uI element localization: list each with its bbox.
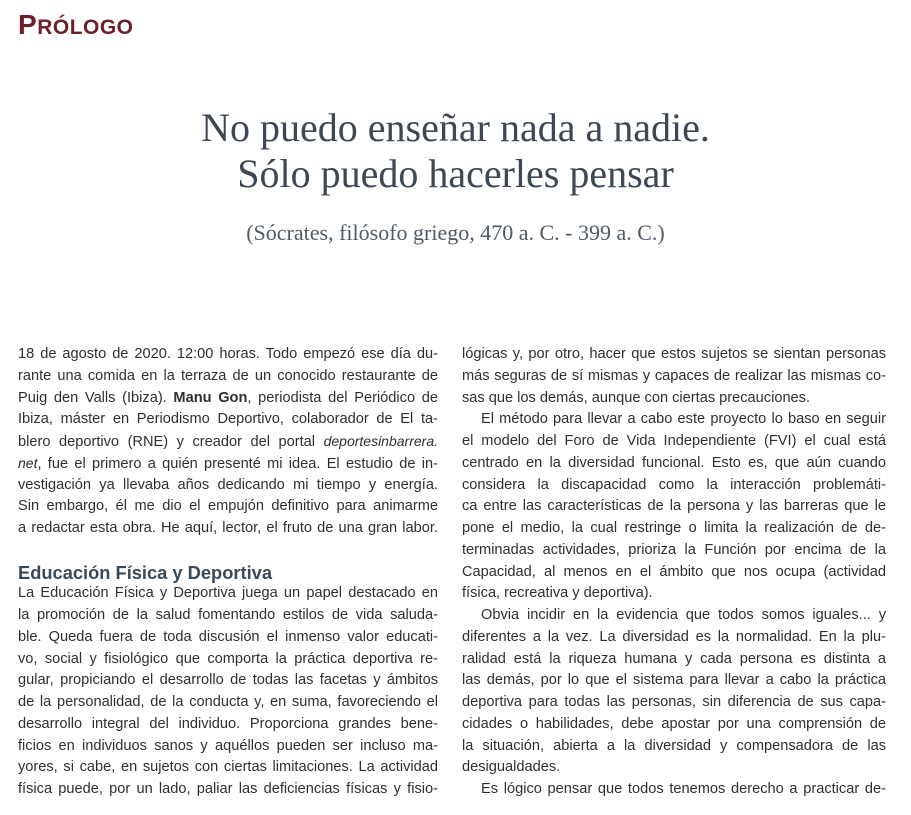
epigraph-quote [0, 105, 911, 197]
author-name: Manu Gon [173, 389, 248, 406]
left-column [18, 344, 438, 801]
text-line: cidades o habilidades, debe apostar por una comprensión de [462, 715, 886, 732]
website-name: net [18, 454, 38, 471]
quote-attribution: (Sócrates, filósofo griego, 470 a. C. - 399 a. C.) [246, 220, 665, 245]
closing-paragraph [462, 779, 886, 801]
text-line: pone el medio, la cual restringe o limita la realización de de- [462, 520, 886, 536]
text-segment: , fue el primero a quién presenté mi idea. El estudio de in- [37, 455, 438, 472]
text-line: La Educación Física y Deportiva juega un papel destacado en [18, 585, 438, 602]
text-line: yores, si cabe, en sujetos con ciertas limitaciones. La actividad [18, 759, 438, 776]
text-segment: blero deportivo (RNE) y creador del portal [18, 434, 324, 450]
text-line: Es lógico pensar que todos tenemos derecho a practicar de- [481, 781, 886, 797]
text-line: ca entre las características de la persona y las barreras que le [462, 498, 886, 515]
text-line: de la personalidad, de la conducta y, en suma, favoreciendo el [18, 694, 438, 710]
text-line: física, recreativa y deportiva). [462, 585, 653, 602]
text-line: desarrollo integral del individuo. Proporciona grandes bene- [18, 715, 438, 732]
text-line: ble. Queda fuera de toda discusión el inmenso valor educati- [18, 628, 438, 645]
text-line: diferentes a la vez. La diversidad es la normalidad. En la plu- [462, 628, 886, 645]
method-paragraph [462, 409, 886, 605]
text-line: Sin embargo, él me dio el empujón definitivo para animarme [18, 498, 438, 515]
text-line: ralidad está la riqueza humana y cada persona es distinta a [462, 650, 886, 667]
text-line: la promoción de la salud fomentando estilos de vida saluda- [18, 607, 438, 623]
text-line: sas que los demás, aunque con ciertas precauciones. [462, 389, 811, 406]
text-line: vo, social y fisiológico que comporta la práctica deportiva re- [18, 650, 438, 667]
right-column [462, 344, 886, 801]
text-line: el modelo del Foro de Vida Independiente (FVI) el cual está [462, 433, 886, 449]
text-line: centrado en la diversidad funcional. Esto es, que aún cuando [462, 454, 886, 471]
text-line [18, 388, 438, 410]
text-segment: , periodista del Periódico de [247, 389, 438, 406]
text-line: física puede, por un lado, paliar las deficiencias físicas y fisio- [18, 781, 438, 797]
section-paragraph [18, 583, 438, 801]
text-line: Obvia incidir en la evidencia que todos somos iguales... y [481, 607, 886, 623]
text-line: Ibiza, máster en Periodismo Deportivo, colaborador de El ta- [18, 411, 438, 428]
text-line: gular, propiciando el desarrollo de todas las facetas y ámbitos [18, 672, 438, 689]
text-line: lógicas y, por otro, hacer que estos sujetos se sientan personas [462, 346, 886, 362]
text-line: deportiva para todas las personas, sin diferencia de sus capa- [462, 694, 886, 710]
diversity-paragraph [462, 605, 886, 779]
text-line [18, 431, 438, 453]
text-line: Capacidad, al menos en el ámbito que nos ocupa (actividad [462, 563, 886, 580]
quote-line: No puedo enseñar nada a nadie. [201, 105, 710, 150]
text-line: vestigación ya llevaba años dedicando mi tiempo y energía. [18, 476, 438, 493]
text-line: desigualdades. [462, 759, 561, 776]
text-line [18, 453, 438, 475]
text-line: terminadas actividades, prioriza la Función por encima de la [462, 541, 886, 558]
text-line: a redactar esta obra. He aquí, lector, el fruto de una gran labor. [18, 520, 438, 536]
text-line: El método para llevar a cabo este proyecto lo baso en seguir [481, 411, 886, 428]
text-line: la situación, abierta a la diversidad y compensadora de las [462, 737, 886, 754]
text-line: considera la discapacidad como la interacción problemáti- [462, 476, 886, 493]
continued-paragraph [462, 344, 886, 409]
text-line: rante una comida en la terraza de un conocido restaurante de [18, 367, 438, 384]
website-name: deportesinbarrera. [323, 433, 438, 449]
text-line: más seguras de sí mismas y capaces de realizar las mismas co- [462, 367, 886, 384]
text-segment: Puig den Valls (Ibiza). [18, 389, 174, 406]
text-line: ficios en individuos sanos y aquéllos pueden ser incluso ma- [18, 737, 438, 754]
text-line: las demás, por lo que el sistema para llevar a cabo la práctica [462, 672, 886, 689]
text-line: 18 de agosto de 2020. 12:00 horas. Todo empezó ese día du- [18, 346, 438, 362]
section-title: PRÓLOGO [18, 9, 134, 40]
intro-paragraph [18, 344, 438, 540]
section-heading: Educación Física y Deportiva [18, 561, 272, 583]
quote-line: Sólo puedo hacerles pensar [237, 151, 674, 196]
